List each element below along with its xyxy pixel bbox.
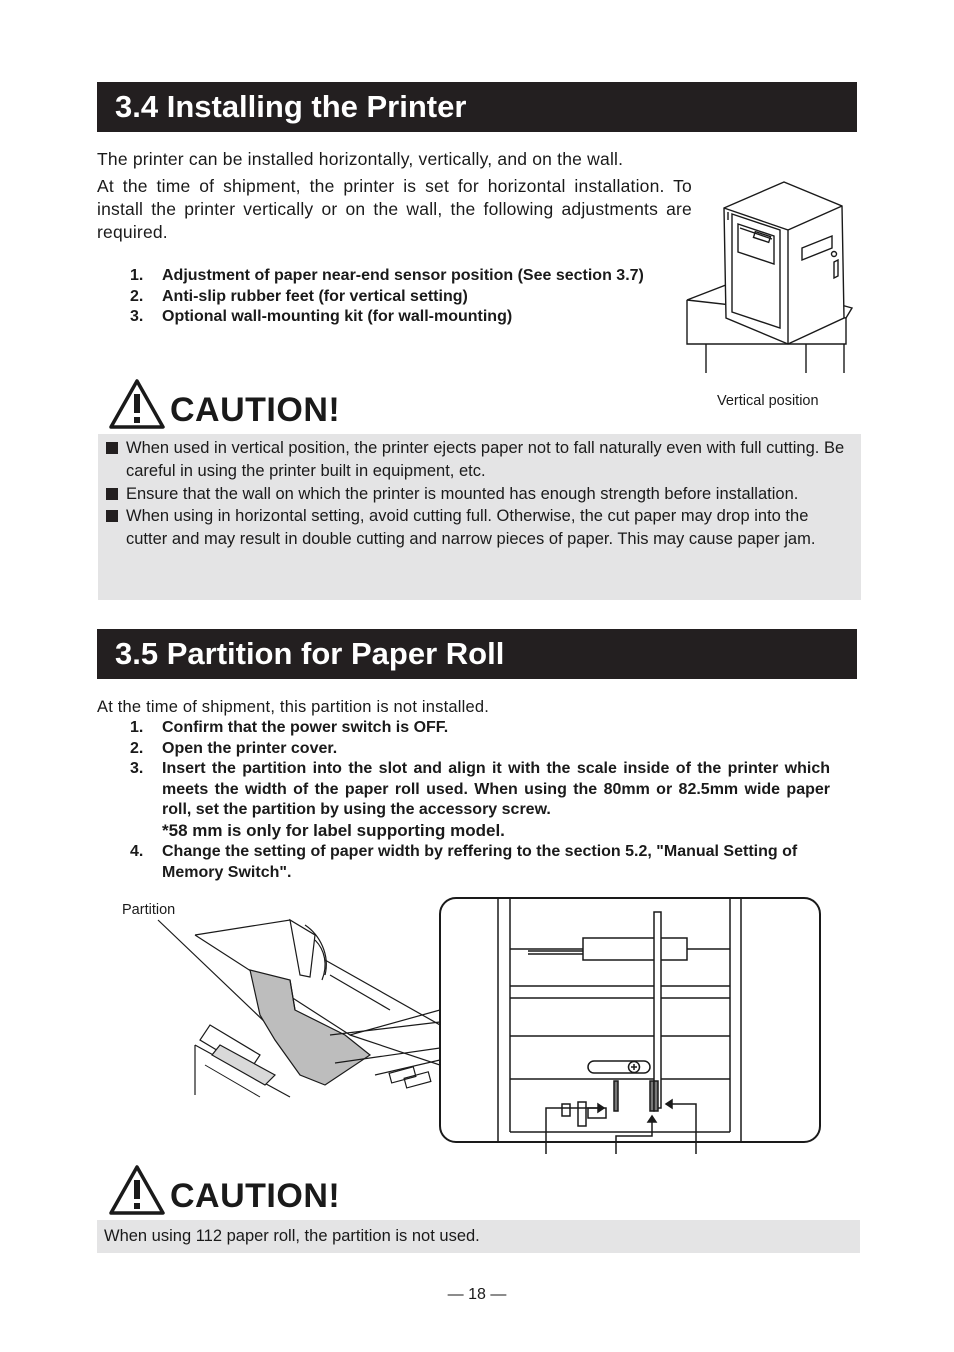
bullet-square-icon xyxy=(106,442,118,454)
intro-paragraph-2: At the time of shipment, the printer is set for horizontal installation. To install the printer vertically or on the wall, the following adjustments are required. xyxy=(97,176,692,242)
list-item: 3. Insert the partition into the slot and align it with the scale inside of the printer which meets the width of the paper roll used. When using the 80mm or 82.5mm wide paper roll, set the partition by using the accessory screw. *58 mm is only for label supporting model. xyxy=(130,760,830,840)
figure-caption-vertical: Vertical position xyxy=(717,393,819,409)
caution-word: CAUTION! xyxy=(170,1177,341,1215)
caution-box-1 xyxy=(98,434,861,600)
partition-install-illustration xyxy=(150,915,440,1100)
list-item: 2. Anti-slip rubber feet (for vertical setting) xyxy=(130,287,468,305)
page-number: — 18 — xyxy=(447,1286,507,1303)
list-item: 4. Change the setting of paper width by reffering to the section 5.2, "Manual Setting of Memory Switch". xyxy=(130,843,798,881)
partition-detail-illustration xyxy=(438,896,824,1154)
list-item: 3. Optional wall-mounting kit (for wall-mounting) xyxy=(130,308,513,325)
caution-word: CAUTION! xyxy=(170,391,341,429)
list-item: 2. Open the printer cover. xyxy=(130,739,338,757)
bullet-square-icon xyxy=(106,488,118,500)
caution-bullet: Ensure that the wall on which the printer is mounted has enough strength before installation. xyxy=(106,483,853,506)
figure-label-partition: Partition xyxy=(122,902,176,918)
warning-triangle-icon xyxy=(108,1164,166,1216)
caution-bullet: When using in horizontal setting, avoid cutting full. Otherwise, the cut paper may drop into the cutter and may result in double cutting and narrow pieces of paper. This may cause paper jam. xyxy=(106,505,853,551)
partition-intro: At the time of shipment, this partition is not installed. xyxy=(97,698,490,716)
partition-steps-list xyxy=(130,718,830,883)
vertical-printer-illustration xyxy=(684,178,860,376)
label-model-note: *58 mm is only for label supporting model. xyxy=(162,820,505,840)
caution-bullet: When used in vertical position, the printer ejects paper not to fall naturally even with full cutting. Be careful in using the printer built in equipment, etc. xyxy=(106,437,853,483)
intro-paragraph-1: The printer can be installed horizontally, vertically, and on the wall. xyxy=(97,149,624,169)
caution-box-2: When using 112 paper roll, the partition is not used. xyxy=(97,1220,860,1253)
warning-triangle-icon xyxy=(108,378,166,430)
list-item: 1. Confirm that the power switch is OFF. xyxy=(130,719,449,736)
section-title-3-4: 3.4 Installing the Printer xyxy=(97,82,857,132)
adjustment-list xyxy=(130,266,670,328)
list-item: 1. Adjustment of paper near-end sensor position (See section 3.7) xyxy=(130,267,644,284)
bullet-square-icon xyxy=(106,510,118,522)
section-title-3-5: 3.5 Partition for Paper Roll xyxy=(97,629,857,679)
